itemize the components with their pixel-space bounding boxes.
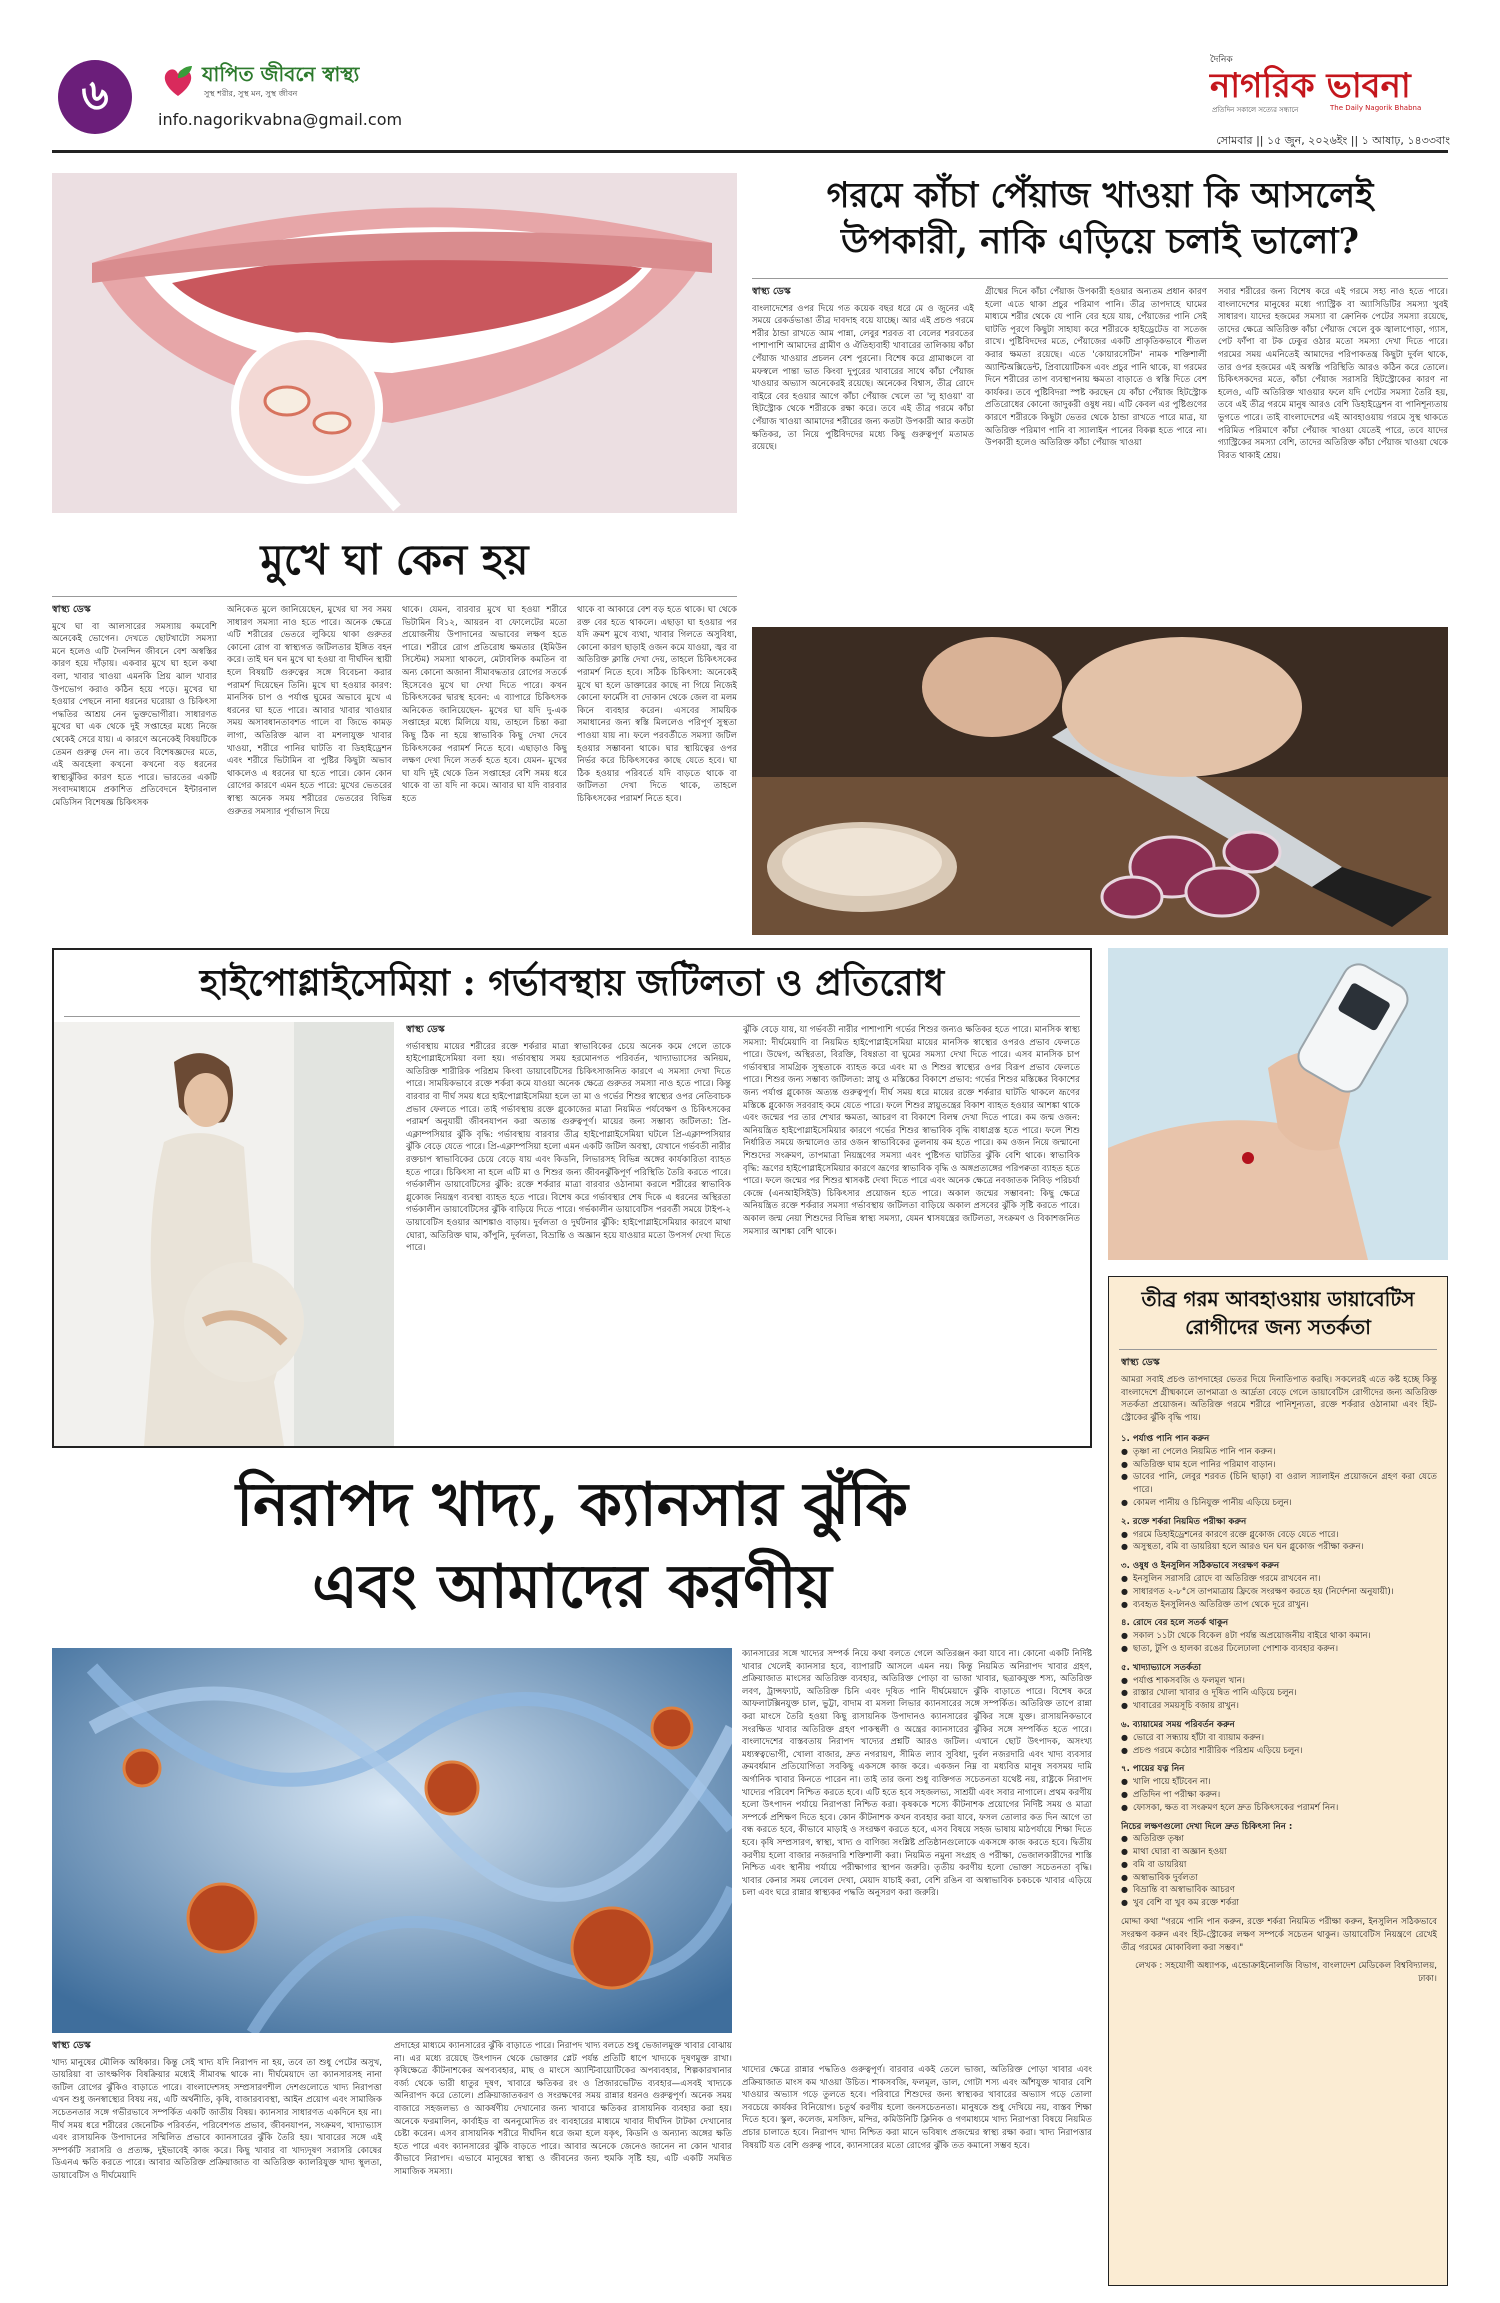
diabetes-list-item-text: অসুস্থতা, বমি বা ডায়রিয়া হলে আরও ঘন ঘন গ্লুকোজ পরীক্ষা করুন। <box>1133 1542 1364 1553</box>
hypo-desk: স্বাস্থ্য ডেস্ক <box>406 1024 445 1035</box>
cancer-right-column-1 <box>742 1648 1092 2058</box>
diabetes-list-item <box>1121 1802 1437 1815</box>
diabetes-list-item <box>1121 1732 1437 1745</box>
diabetes-section-heading: ১. পর্যাপ্ত পানি পান করুন <box>1121 1433 1210 1444</box>
brand-block <box>1180 52 1440 142</box>
diabetes-list-item-text: ছাতা, টুপি ও হালকা রঙের ঢিলেঢালা পোশাক ব্যবহার করুন। <box>1133 1643 1339 1654</box>
diabetes-list-item-text: খাবারের সময়সূচি বজায় রাখুন। <box>1133 1701 1239 1712</box>
onion-cutting-photo <box>752 627 1448 935</box>
diabetes-section-heading: ৩. ওষুধ ও ইনসুলিন সঠিকভাবে সংরক্ষণ করুন <box>1121 1561 1280 1572</box>
diabetes-section-heading: নিচের লক্ষণগুলো দেখা দিলে দ্রুত চিকিৎসা নিন : <box>1121 1821 1293 1832</box>
bullet-icon: ● <box>1121 1573 1128 1583</box>
diabetes-list-item-text: ভোরে বা সন্ধ্যায় হাঁটা বা ব্যায়াম করুন। <box>1133 1732 1265 1743</box>
bullet-icon: ● <box>1121 1872 1128 1882</box>
hypo-headline-rule <box>64 1016 1080 1017</box>
hypo-column-2 <box>743 1024 1080 1442</box>
cancer-right-column-2 <box>742 2064 1092 2288</box>
diabetes-list-item-text: তৃষ্ণা না পেলেও নিয়মিত পানি পান করুন। <box>1133 1446 1276 1457</box>
diabetes-list-item-text: প্রচণ্ড গরমে কঠোর শারীরিক পরিশ্রম এড়িয়ে চলুন। <box>1133 1745 1303 1756</box>
diabetes-list-item-text: মাথা ঘোরা বা অজ্ঞান হওয়া <box>1133 1847 1227 1858</box>
mouth-headline: মুখে ঘা কেন হয় <box>260 535 529 584</box>
bullet-icon: ● <box>1121 1529 1128 1539</box>
bullet-icon: ● <box>1121 1643 1128 1653</box>
diabetes-list-item <box>1121 1700 1437 1713</box>
onion-col2-text: গ্রীষ্মের দিনে কাঁচা পেঁয়াজ উপকারী হওয়ার অন্যতম প্রধান কারণ হলো এতে থাকা প্রচুর পরিমাণ পানি। তীব্র তাপদাহে ঘামের মাধ্যমে শরীর থেকে যে পানি বের হয়ে যায়, পেঁয়াজের পানি সেই ঘাটতি পূরণে কিছুটা সাহায্য করে শরীরকে হাইড্রেটেড বা সতেজ রাখে। পুষ্টিবিদদের মতে, পেঁয়াজের একটি প্রাকৃতিকভাবে শীতল করার ক্ষমতা রয়েছে। এতে 'কোয়ারসেটিন' নামক শক্তিশালী অ্যান্টিঅক্সিডেন্ট, প্রিবায়োটিকস এবং প্রচুর পানি থাকে, যা গরমের দিনে শরীরের তাপ ব্যবস্থাপনায় ক্ষমতা বাড়াতে ও স্বস্তি দিতে বেশ কার্যকর। তবে পুষ্টিবিদরা স্পষ্ট করছেন যে কাঁচা পেঁয়াজ হিটস্ট্রোক প্রতিরোধের কোনো জাদুকরী ওষুধ নয়। এটি কেবল এর পুষ্টিগুণের কারণে শরীরকে কিছুটা ভেতর থেকে ঠান্ডা রাখতে পারে মাত্র, যা অতিরিক্ত পরিমাণ পানি বা স্যালাইন পানের বিকল্প হতে পারে না। উপকারী হলেও অতিরিক্ত কাঁচা পেঁয়াজ খাওয়া <box>985 287 1207 449</box>
diabetes-list-item <box>1121 1471 1437 1497</box>
diabetes-list-item <box>1121 1541 1437 1554</box>
onion-desk: স্বাস্থ্য ডেস্ক <box>752 286 791 297</box>
brand-name: নাগরিক ভাবনা <box>1210 66 1411 106</box>
diabetes-headline-line2: রোগীদের জন্য সতর্কতা <box>1185 1315 1371 1339</box>
diabetes-list-item <box>1121 1745 1437 1758</box>
diabetes-list-item <box>1121 1675 1437 1688</box>
diabetes-list-item-text: খালি পায়ে হাঁটবেন না। <box>1133 1777 1211 1788</box>
mouth-col2-text: অনিকেত মুলে জানিয়েছেন, মুখের ঘা সব সময় সাধারণ সমস্যা নাও হতে পারে। অনেক ক্ষেত্রে এটি শরীরের ভেতরে লুকিয়ে থাকা গুরুতর কোনো রোগ বা স্বাস্থ্যগত জটিলতার ইঙ্গিত বহন করে। তাই ঘন ঘন মুখে ঘা হওয়া বা দীর্ঘদিন স্থায়ী হলে বিষয়টি গুরুত্বের সঙ্গে বিবেচনা করার পরামর্শ দিয়েছেন তিনি। মুখে ঘা হওয়ার কারণ: মানসিক চাপ ও পর্যাপ্ত ঘুমের অভাবে মুখে এ ধরনের ঘা হতে পারে। আবার খাবার খাওয়ার সময় অসাবধানতাবশত গালে বা জিভে কামড় লাগা, অতিরিক্ত ঝাল বা মশলাযুক্ত খাবার খাওয়া, শরীরে পানির ঘাটতি বা ডিহাইড্রেশন এবং শরীরে ভিটামিন বা পুষ্টির কিছুটা অভাব থাকলেও এ ধরনের ঘা হতে পারে। কোন কোন রোগের কারণে এমন হতে পারে: মুখের ভেতরের স্বাস্থ্য অনেক সময় শরীরের ভেতরের বিভিন্ন গুরুতর সমস্যার পূর্বাভাস দিয়ে <box>227 605 392 817</box>
diabetes-list-item <box>1121 1529 1437 1542</box>
diabetes-section <box>1121 1516 1437 1554</box>
bullet-icon: ● <box>1121 1898 1128 1908</box>
diabetes-list-item <box>1121 1643 1437 1656</box>
diabetes-list-item <box>1121 1897 1437 1910</box>
pregnant-woman-photo <box>54 1022 394 1446</box>
diabetes-list-item-text: অস্বাভাবিক দুর্বলতা <box>1133 1872 1198 1883</box>
mouth-headline-rule <box>52 596 737 597</box>
diabetes-list-item-text: খুব বেশি বা খুব কম রক্তে শর্করা <box>1133 1898 1239 1909</box>
bullet-icon: ● <box>1121 1745 1128 1755</box>
diabetes-list-item <box>1121 1789 1437 1802</box>
onion-column-2 <box>985 286 1207 616</box>
bullet-icon: ● <box>1121 1885 1128 1895</box>
contact-email[interactable]: info.nagorikvabna@gmail.com <box>158 110 403 129</box>
diabetes-section <box>1121 1662 1437 1713</box>
diabetes-headline-rule <box>1119 1349 1437 1350</box>
onion-headline-line1: গরমে কাঁচা পেঁয়াজ খাওয়া কি আসলেই <box>826 175 1374 216</box>
date-line: সোমবার || ১৫ জুন, ২০২৬ইং || ১ আষাঢ়, ১৪৩৩বাং <box>1216 134 1450 147</box>
diabetes-list-item <box>1121 1446 1437 1459</box>
cancer-lower1-text: খাদ্য মানুষের মৌলিক অধিকার। কিন্তু সেই খাদ্য যদি নিরাপদ না হয়, তবে তা শুধু পেটের অসুখ, ডায়রিয়া বা তাৎক্ষণিক বিষক্রিয়ার মধ্যেই সীমাবদ্ধ থাকে না। দীর্ঘমেয়াদে তা ক্যানসারসহ নানা জটিল রোগের ঝুঁকিও বাড়াতে পারে। বাংলাদেশসহ সম্প্রসারণশীল দেশগুলোতে খাদ্য নিরাপত্তা এখন শুধু জনস্বাস্থ্যের বিষয় নয়, এটি অর্থনীতি, কৃষি, বাজারব্যবস্থা, আইন প্রয়োগ এবং সামাজিক সচেতনতার সঙ্গে গভীরভাবে সম্পর্কিত একটি জাতীয় বিষয়। ক্যানসার সাধারণত একদিনে হয় না। দীর্ঘ সময় ধরে শরীরের জেনেটিক পরিবর্তন, পরিবেশগত প্রভাব, জীবনযাপন, সংক্রমণ, খাদ্যাভ্যাস এবং রাসায়নিক উপাদানের সম্মিলিত প্রভাবে ক্যানসারের ঝুঁকি তৈরি হয়। খাবারের সঙ্গে এই সম্পর্কটি সরাসরি ও প্রত্যক্ষ, দুইভাবেই কাজ করে। কিছু খাবার বা খাদ্যদূষণ সরাসরি কোষের ডিএনএ ক্ষতি করতে পারে। আবার অতিরিক্ত প্রক্রিয়াজাত বা অতিরিক্ত ক্যালরিযুক্ত খাদ্য স্থূলতা, ডায়াবেটিস ও দীর্ঘমেয়াদি <box>52 2057 382 2181</box>
diabetes-intro: আমরা সবাই প্রচণ্ড তাপদাহের ভেতর দিয়ে দিনাতিপাত করছি। সকলেরই এতে কষ্ট হচ্ছে কিন্তু বাংলাদেশে গ্রীষ্মকালে তাপমাত্রা ও আর্দ্রতা বেড়ে গেলে ডায়াবেটিস রোগীদের জন্য অতিরিক্ত সতর্কতা প্রয়োজন। অতিরিক্ত গরমে শরীরে পানিশূন্যতা, রক্তে শর্করার ওঠানামা এবং হিট-স্ট্রোকের ঝুঁকি বৃদ্ধি পায়। <box>1121 1374 1437 1424</box>
page-number: ৬ <box>81 69 109 119</box>
diabetes-list-item-text: ফোসকা, ক্ষত বা সংক্রমণ হলে দ্রুত চিকিৎসকের পরামর্শ নিন। <box>1133 1802 1339 1813</box>
mouth-column-4 <box>577 604 737 934</box>
masthead <box>0 0 1500 150</box>
diabetes-list-item-text: কোমল পানীয় ও চিনিযুক্ত পানীয় এড়িয়ে চলুন। <box>1133 1497 1292 1508</box>
onion-column-1 <box>752 286 974 616</box>
diabetes-section <box>1121 1719 1437 1757</box>
diabetes-section-heading: ৭. পায়ের যত্ন নিন <box>1121 1764 1185 1775</box>
bullet-icon: ● <box>1121 1675 1128 1685</box>
section-title: যাপিত জীবনে স্বাস্থ্য <box>202 62 360 86</box>
heart-leaf-icon <box>158 62 198 102</box>
cancer-right1-text: ক্যানসারের সঙ্গে খাদ্যের সম্পর্ক নিয়ে কথা বলতে গেলে অতিরঞ্জন করা যাবে না। কোনো একটি নির্দিষ্ট খাবার খেলেই ক্যানসার হবে, ব্যাপারটি আসলে এমন নয়। কিন্তু নিয়মিত অনিরাপদ খাবার গ্রহণ, প্রক্রিয়াজাত মাংসের অতিরিক্ত ব্যবহার, অতিরিক্ত পোড়া বা ভাজা খাবার, ছত্রাকযুক্ত শস্য, অতিরিক্ত লবণ, ট্রান্সফ্যাট, অতিরিক্ত চিনি এবং দূষিত পানি দীর্ঘমেয়াদে ঝুঁকি বাড়াতে পারে। বিশেষ করে আফলাটক্সিনযুক্ত চাল, ভুট্টা, বাদাম বা মসলা লিভার ক্যানসারের সঙ্গে সম্পর্কিত। অতিরিক্ত তাপে রান্না করা মাংসে তৈরি হওয়া কিছু রাসায়নিক উপাদানও ক্যানসারের ঝুঁকির সঙ্গে যুক্ত। রাসায়নিকভাবে সংরক্ষিত খাবার অতিরিক্ত গ্রহণ পাকস্থলী ও অন্ত্রের ক্যানসারের ঝুঁকির সঙ্গে সম্পর্কিত হতে পারে। বাংলাদেশের বাস্তবতায় নিরাপদ খাদ্যের প্রশ্নটি আরও জটিল। এখানে ছোট উৎপাদক, অসংখ্য মধ্যস্বত্বভোগী, খোলা বাজার, দ্রুত নগরায়ণ, সীমিত ল্যাব সুবিধা, দুর্বল নজরদারি এবং খাদ্য ব্যবসার ক্রমবর্ধমান প্রতিযোগিতা সবকিছু একসঙ্গে কাজ করে। একজন নিম্ন বা মধ্যবিত্ত মানুষ সবসময় দামি অর্গানিক খাবার কিনতে পারেন না। তাই তার জন্য শুধু ব্যক্তিগত সচেতনতা যথেষ্ট নয়, রাষ্ট্রকে নিরাপদ খাদ্যের পরিবেশ নিশ্চিত করতে হবে। এটি হতে হবে সহজলভ্য, সাশ্রয়ী এবং সবার নাগালে। প্রথম করণীয় হলো উৎপাদন পর্যায়ে নিরাপত্তা নিশ্চিত করা। কৃষককে শস্যে কীটনাশক প্রয়োগের নির্দিষ্ট সময় ও মাত্রা সম্পর্কে প্রশিক্ষণ দিতে হবে। কোন কীটনাশক কখন ব্যবহার করা যাবে, ফসল তোলার কত দিন আগে তা বন্ধ করতে হবে, কীভাবে মাড়াই ও সংরক্ষণ করতে হবে, এসব বিষয়ে সহজ ভাষায় মাঠপর্যায়ে শিক্ষা দিতে হবে। কৃষি সম্প্রসারণ, স্বাস্থ্য, খাদ্য ও বাণিজ্য সংশ্লিষ্ট প্রতিষ্ঠানগুলোকে একসঙ্গে কাজ করতে হবে। দ্বিতীয় করণীয় হলো বাজার নজরদারি শক্তিশালী করা। নিয়মিত নমুনা সংগ্রহ ও পরীক্ষা, ভেজালকারীদের শাস্তি নিশ্চিত এবং স্থানীয় পর্যায়ে পরীক্ষাগার স্থাপন জরুরি। তৃতীয় করণীয় হলো ভোক্তা সচেতনতা বৃদ্ধি। খাবার কেনার সময় লেবেল দেখা, মেয়াদ যাচাই করা, বেশি রঙিন বা অস্বাভাবিক চকচকে খাবার এড়িয়ে চলা এবং ঘরে রান্নার স্বাস্থ্যকর পদ্ধতি অনুসরণ করা জরুরি। <box>742 1649 1092 1899</box>
diabetes-list-item <box>1121 1872 1437 1885</box>
diabetes-list-item <box>1121 1846 1437 1859</box>
diabetes-list-item <box>1121 1459 1437 1472</box>
hypo-col1-text: গর্ভাবস্থায় মায়ের শরীরের রক্তে শর্করার মাত্রা স্বাভাবিকের চেয়ে অনেক কমে গেলে তাকে হাইপোগ্লাইসেমিয়া বলা হয়। গর্ভাবস্থায় সময় হরমোনগত পরিবর্তন, খাদ্যাভ্যাসের অনিয়ম, অতিরিক্ত শারীরিক পরিশ্রম কিংবা ডায়াবেটিসের চিকিৎসাজনিত কারণে এ সমস্যা দেখা দিতে পারে। সাময়িকভাবে রক্তে শর্করা কমে যাওয়া অনেক ক্ষেত্রে গুরুতর সমস্যা নাও হতে পারে। কিন্তু বারবার বা দীর্ঘ সময় ধরে হাইপোগ্লাইসেমিয়া হলে তা মা ও গর্ভের শিশুর স্বাস্থ্যের ওপর নেতিবাচক প্রভাব ফেলতে পারে। তাই গর্ভাবস্থায় রক্তে গ্লুকোজের মাত্রা নিয়মিত পর্যবেক্ষণ ও চিকিৎসকের পরামর্শ অনুযায়ী জীবনযাপন করা অত্যন্ত গুরুত্বপূর্ণ। মায়ের জন্য সম্ভাব্য জটিলতা: প্রি-এক্লাম্পসিয়ার ঝুঁকি বৃদ্ধি: গর্ভাবস্থায় বারবার তীব্র হাইপোগ্লাইসেমিয়া ঘটলে প্রি-এক্লাম্পসিয়ার ঝুঁকি বেড়ে যেতে পারে। প্রি-এক্লাম্পসিয়া হলো এমন একটি জটিল অবস্থা, যেখানে গর্ভবতী নারীর রক্তচাপ স্বাভাবিকের চেয়ে বেড়ে যায় এবং কিডনি, লিভারসহ বিভিন্ন অঙ্গের কার্যকারিতা ব্যাহত হতে পারে। চিকিৎসা না হলে এটি মা ও শিশুর জন্য জীবনঝুঁকিপূর্ণ পরিস্থিতি তৈরি করতে পারে। গর্ভকালীন ডায়াবেটিসের ঝুঁকি: রক্তে শর্করার মাত্রা বারবার ওঠানামা করলে শরীরের স্বাভাবিক গ্লুকোজ নিয়ন্ত্রণ ব্যবস্থা ব্যাহত হতে পারে। বিশেষ করে গর্ভাবস্থার শেষ দিকে এ ধরনের অস্থিরতা গর্ভকালীন ডায়াবেটিসের ঝুঁকি বাড়িয়ে দিতে পারে। গর্ভকালীন ডায়াবেটিস পরবর্তী সময়ে টাইপ-২ ডায়াবেটিস হওয়ার আশঙ্কাও বাড়ায়। দুর্বলতা ও দুর্ঘটনার ঝুঁকি: হাইপোগ্লাইসেমিয়ার কারণে মাথা ঘোরা, অতিরিক্ত ঘাম, কাঁপুনি, দুর্বলতা, বিভ্রান্তি ও অজ্ঞান হয়ে যাওয়ার মতো উপসর্গ দেখা দিতে পারে। <box>406 1041 731 1254</box>
diabetes-list-item <box>1121 1859 1437 1872</box>
diabetes-section-heading: ৫. খাদ্যাভ্যাসে সতর্কতা <box>1121 1662 1202 1673</box>
diabetes-list-item <box>1121 1687 1437 1700</box>
diabetes-list-item <box>1121 1586 1437 1599</box>
mouth-column-2 <box>227 604 392 934</box>
bullet-icon: ● <box>1121 1631 1128 1641</box>
mouth-column-1 <box>52 604 217 934</box>
mouth-col3-text: থাকে। যেমন, বারবার মুখে ঘা হওয়া শরীরে ভিটামিন বি১২, আয়রন বা ফোলেটের মতো প্রয়োজনীয় উপাদানের অভাবের লক্ষণ হতে পারে। শরীরে রোগ প্রতিরোধ ক্ষমতার (ইমিউন সিস্টেম) সমস্যা থাকলে, মেটাবলিক কমতিন বা অন্য কোনো অজানা সীমাবদ্ধতার রোগের সতর্কে হিসেবেও মুখে ঘা দেখা দিতে পারে। কখন চিকিৎসকের দ্বারস্থ হবেন: এ ব্যাপারে চিকিৎসক অনিকেত জানিয়েছেন- মুখের ঘা যদি দু-এক সপ্তাহের মধ্যে মিলিয়ে যায়, তাহলে চিন্তা করা কিছু ঠিক না হয়ে স্বাভাবিক কিছু দেখা দেবে চিকিৎসকের পরামর্শ নিতে হবে। এছাড়াও কিছু লক্ষণ দেখা দিলে সতর্ক হতে হবে। যেমন- মুখের ঘা যদি দুই থেকে তিন সপ্তাহের বেশি সময় ধরে থাকে বা তা যদি না কমে। আবার ঘা যদি বারবার হতে <box>402 605 567 804</box>
hypoglycemia-box <box>52 948 1092 1448</box>
diabetes-author: লেখক : সহযোগী অধ্যাপক, এন্ডোক্রাইনোলজি বিভাগ, বাংলাদেশ মেডিকেল বিশ্ববিদ্যালয়, ঢাকা। <box>1135 1961 1437 1985</box>
bullet-icon: ● <box>1121 1688 1128 1698</box>
cancer-lower-column-2 <box>394 2040 732 2288</box>
diabetes-list-item-text: ডাবের পানি, লেবুর শরবত (চিনি ছাড়া) বা ওরাল স্যালাইন প্রয়োজনে গ্রহণ করা যেতে পারে। <box>1133 1472 1437 1496</box>
masthead-rule <box>52 150 1448 153</box>
bullet-icon: ● <box>1121 1446 1128 1456</box>
diabetes-list-item-text: সকাল ১১টা থেকে বিকেল ৪টা পর্যন্ত অপ্রয়োজনীয় বাইরে থাকা কমান। <box>1133 1631 1371 1642</box>
mouth-col4-text: থাকে বা আকারে বেশ বড় হতে থাকে। ঘা থেকে রক্ত বের হতে থাকলে। এছাড়া ঘা হওয়ার পর যদি ক্রমশ মুখে ব্যথা, খাবার গিলতে অসুবিধা, কোনো কারণ ছাড়াই ওজন কমে যাওয়া, জ্বর বা অতিরিক্ত ক্লান্তি দেখা দেয়, তাহলে চিকিৎসকের পরামর্শ নিতে হবে। সঠিক চিকিৎসা: অনেকেই মুখে ঘা হলে ডাক্তারের কাছে না গিয়ে নিজেই কোনো ফার্মেসি বা দোকান থেকে জেল বা মলম কিনে ব্যবহার করেন। এসবের সাময়িক সমাধানের জন্য স্বস্তি মিললেও পরিপূর্ণ সুস্থতা পাওয়া যায় না। ফলে পরবর্তীতে সমস্যা জটিল হওয়ার সম্ভাবনা থাকে। ঘার স্থায়িত্বের ওপর নির্ভর করে চিকিৎসকের কাছে যেতে হবে। ঘা ঠিক হওয়ার পরিবর্তে যদি বাড়তে থাকে বা জটিলতা দেখা দিতে থাকে, তাহলে চিকিৎসকের পরামর্শ নিতে হবে। <box>577 605 737 804</box>
onion-headline-line2: উপকারী, নাকি এড়িয়ে চলাই ভালো? <box>840 221 1360 262</box>
diabetes-body <box>1121 1357 1437 2277</box>
brand-english: The Daily Nagorik Bhabna <box>1330 104 1422 112</box>
onion-headline-rule <box>752 278 1448 279</box>
diabetes-list-item <box>1121 1599 1437 1612</box>
diabetes-list-item-text: বমি বা ডায়রিয়া <box>1133 1859 1187 1870</box>
mouth-desk: স্বাস্থ্য ডেস্ক <box>52 604 91 615</box>
bullet-icon: ● <box>1121 1789 1128 1799</box>
cancer-headline-line2: এবং আমাদের করণীয় <box>312 1552 832 1622</box>
diabetes-list-item-text: রাস্তার খোলা খাবার ও দূষিত পানি এড়িয়ে চলুন। <box>1133 1688 1297 1699</box>
onion-col1-text: বাংলাদেশের ওপর দিয়ে গত কয়েক বছর ধরে মে ও জুনের এই সময়ে রেকর্ডভাঙা তীব্র দাবদাহ বয়ে যাচ্ছে। আর এই প্রচণ্ড গরমে শরীর ঠান্ডা রাখতে আম পান্না, লেবুর শরবত বা বেলের শরবতের পাশাপাশি আমাদের গ্রামীণ ও ঐতিহ্যবাহী খাবারের তালিকায় কাঁচা পেঁয়াজ খাওয়ার প্রচলন বেশ পুরনো। বিশেষ করে গ্রামাঞ্চলে বা মফস্বলে পান্তা ভাত কিংবা দুপুরের খাবারের সাথে কাঁচা পেঁয়াজ খাওয়ার অভ্যাস অনেকেরই রয়েছে। অনেকের বিশ্বাস, তীব্র রোদে বাইরে বের হওয়ার আগে কাঁচা পেঁয়াজ খেলে তা 'লু হাওয়া' বা হিটস্ট্রোক থেকে শরীরকে রক্ষা করে। তবে এই তীব্র গরমে কাঁচা পেঁয়াজ খাওয়া আমাদের শরীরের জন্য কতটা উপকারী আর কতটা ক্ষতিকর, তা নিয়ে পুষ্টিবিদদের মধ্যে কিছু গুরুত্বপূর্ণ মতামত রয়েছে। <box>752 303 974 453</box>
mouth-col1-text: মুখে ঘা বা আলসারের সমস্যায় কমবেশি অনেকেই ভোগেন। দেখতে ছোটখাটো সমস্যা মনে হলেও এটি দৈনন্দিন জীবনে বেশ অস্বস্তির কারণ হয়ে দাঁড়ায়। একবার মুখে ঘা হলে কথা বলা, খাবার খাওয়া এমনকি প্রিয় ঝাল খাবার উপভোগ করাও কঠিন হয়ে পড়ে। মুখের ঘা হওয়ার পেছনে নানা ধরনের ঘরোয়া ও চিকিৎসা পদ্ধতির আশ্রয় নেন ভুক্তভোগীরা। সাধারণত মুখের ঘা এক থেকে দুই সপ্তাহের মধ্যে নিজে থেকেই সেরে যায়। এ কারণে অনেকেই বিষয়টিকে তেমন গুরুত্ব দেন না। তবে বিশেষজ্ঞদের মতে, এই অবহেলা কখনো কখনো বড় ধরনের স্বাস্থ্যঝুঁকির কারণ হতে পারে। ভারতের একটি সংবাদমাধ্যমে প্রকাশিত প্রতিবেদনে ইন্টারনাল মেডিসিন বিশেষজ্ঞ চিকিৎসক <box>52 621 217 808</box>
page-number-badge <box>58 60 132 134</box>
bullet-icon: ● <box>1121 1599 1128 1609</box>
diabetes-section <box>1121 1763 1437 1814</box>
section-tagline: সুস্থ শরীর, সুস্থ মন, সুস্থ জীবন <box>204 89 298 98</box>
bullet-icon: ● <box>1121 1542 1128 1552</box>
diabetes-section <box>1121 1617 1437 1655</box>
hypo-col2-text: ঝুঁকি বেড়ে যায়, যা গর্ভবতী নারীর পাশাপাশি গর্ভের শিশুর জন্যও ক্ষতিকর হতে পারে। মানসিক স্বাস্থ্য সমস্যা: দীর্ঘমেয়াদি বা নিয়মিত হাইপোগ্লাইসেমিয়া মায়ের মানসিক স্বাস্থ্যের ওপরও প্রভাব ফেলতে পারে। উদ্বেগ, অস্থিরতা, বিরক্তি, বিষণ্ণতা বা ঘুমের সমস্যা দেখা দিতে পারে। এসব মানসিক চাপ গর্ভাবস্থার সামগ্রিক সুস্থতাকে ব্যাহত করে এবং মা ও শিশুর স্বাস্থ্যের ওপর বিরূপ প্রভাব ফেলতে পারে। শিশুর জন্য সম্ভাব্য জটিলতা: স্নায়ু ও মস্তিষ্কের বিকাশে প্রভাব: গর্ভের শিশুর মস্তিষ্কের বিকাশের জন্য পর্যাপ্ত গ্লুকোজ অত্যন্ত গুরুত্বপূর্ণ। দীর্ঘ সময় ধরে মায়ের রক্তে শর্করার ঘাটতি থাকলে ভ্রূণের মস্তিষ্কে গ্লুকোজ সরবরাহ কমে যেতে পারে। ফলে শিশুর স্নায়ুতন্ত্রের বিকাশ ব্যাহত হওয়ার আশঙ্কা থাকে এবং জন্মের পর তার শেখার ক্ষমতা, আচরণ বা বিকাশে বিলম্ব দেখা দিতে পারে। কম জন্ম ওজন: অনিয়ন্ত্রিত হাইপোগ্লাইসেমিয়ার কারণে গর্ভের শিশুর স্বাভাবিক বৃদ্ধি বাধাগ্রস্ত হতে পারে। ফলে শিশু নির্ধারিত সময়ে জন্মালেও তার ওজন স্বাভাবিকের তুলনায় কম হতে পারে। কম ওজন নিয়ে জন্মানো শিশুদের সংক্রমণ, তাপমাত্রা নিয়ন্ত্রণের সমস্যা এবং পুষ্টিগত ঘাটতির ঝুঁকি বেশি থাকে। স্বাভাবিক বৃদ্ধি: ভ্রূণের হাইপোগ্লাইসেমিয়ার কারণে ভ্রূণের স্বাভাবিক বৃদ্ধি ও অঙ্গপ্রত্যঙ্গের পরিপক্বতা ব্যাহত হতে পারে। ফলে জন্মের পর শিশুর শ্বাসকষ্ট দেখা দিতে পারে এবং অনেক ক্ষেত্রে নবজাতক নিবিড় পরিচর্যা কেন্দ্রে (এনআইসিইউ) চিকিৎসার প্রয়োজন হতে পারে। অকাল জন্মের সম্ভাবনা: কিছু ক্ষেত্রে অনিয়ন্ত্রিত রক্তে শর্করার সমস্যা গর্ভাবস্থায় জটিলতা বাড়িয়ে অকাল প্রসবের ঝুঁকি সৃষ্টি করতে পারে। অকাল জন্ম নেয়া শিশুদের বিভিন্ন স্বাস্থ্য সমস্যা, যেমন শ্বাসযন্ত্রের জটিলতা, সংক্রমণ ও বিকাশজনিত সমস্যার আশঙ্কা বেশি থাকে। <box>743 1025 1080 1237</box>
onion-col3-text: সবার শরীরের জন্য বিশেষ করে এই গরমে সহ্য নাও হতে পারে। বাংলাদেশের মানুষের মধ্যে গ্যাস্ট্রিক বা অ্যাসিডিটির সমস্যা খুবই সাধারণ। যাদের হজমের সমস্যা বা ক্রোনিক পেটের সমস্যা রয়েছে, তাদের ক্ষেত্রে অতিরিক্ত কাঁচা পেঁয়াজ খেলে বুক জ্বালাপোড়া, গ্যাস, পেট ফাঁপা বা টক ঢেকুর ওঠার মতো সমস্যা দেখা দিতে পারে। গরমের সময় এমনিতেই আমাদের পরিপাকতন্ত্র কিছুটা দুর্বল থাকে, তার ওপর হজমের এই অস্বস্তি পরিস্থিতি আরও কঠিন করে তোলে। চিকিৎসকদের মতে, কাঁচা পেঁয়াজ সরাসরি হিটস্ট্রোকের কারণ না হলেও, এটি অতিরিক্ত খাওয়ার ফলে যদি পেটের সমস্যা তৈরি হয়, তবে এই তীব্র গরমে মানুষ আরও বেশি ডিহাইড্রেশন বা পানিশূন্যতায় ভুগতে পারে। তাই বাংলাদেশের এই আবহাওয়ায় গরমে সুস্থ থাকতে পরিমিত পরিমাণে কাঁচা পেঁয়াজ খাওয়া যেতেই পারে, তবে যাদের গ্যাস্ট্রিকের সমস্যা বেশি, তাদের অতিরিক্ত কাঁচা পেঁয়াজ খাওয়া থেকে বিরত থাকাই শ্রেয়। <box>1218 287 1448 461</box>
bullet-icon: ● <box>1121 1586 1128 1596</box>
bullet-icon: ● <box>1121 1847 1128 1857</box>
diabetes-list-item <box>1121 1776 1437 1789</box>
bullet-icon: ● <box>1121 1802 1128 1812</box>
bullet-icon: ● <box>1121 1777 1128 1787</box>
bullet-icon: ● <box>1121 1472 1128 1482</box>
cancer-lower-column-1 <box>52 2040 382 2288</box>
diabetes-list-item-text: অতিরিক্ত ঘাম হলে পানির পরিমাণ বাড়ান। <box>1133 1459 1276 1470</box>
diabetes-section <box>1121 1821 1437 1911</box>
diabetes-box <box>1108 1276 1448 2286</box>
diabetes-section-heading: ৪. রোদে বের হলে সতর্ক থাকুন <box>1121 1618 1229 1629</box>
diabetes-section <box>1121 1433 1437 1510</box>
bullet-icon: ● <box>1121 1459 1128 1469</box>
diabetes-list-item-text: সাধারণত ২-৮°সে তাপমাত্রায় ফ্রিজে সংরক্ষণ করতে হয় (নির্দেশনা অনুযায়ী)। <box>1133 1586 1394 1597</box>
bullet-icon: ● <box>1121 1701 1128 1711</box>
diabetes-list-item <box>1121 1573 1437 1586</box>
cancer-headline <box>52 1464 1092 1628</box>
diabetes-list-item <box>1121 1833 1437 1846</box>
diabetes-section-heading: ২. রক্তে শর্করা নিয়মিত পরীক্ষা করুন <box>1121 1516 1247 1527</box>
bullet-icon: ● <box>1121 1732 1128 1742</box>
bullet-icon: ● <box>1121 1859 1128 1869</box>
hypo-column-1 <box>406 1024 731 1442</box>
bullet-icon: ● <box>1121 1834 1128 1844</box>
mouth-ulcer-illustration <box>52 173 737 513</box>
diabetes-list-item-text: পর্যাপ্ত শাকসবজি ও ফলমূল খান। <box>1133 1675 1245 1686</box>
hypo-headline: হাইপোগ্লাইসেমিয়া : গর্ভাবস্থায় জটিলতা ও প্রতিরোধ <box>199 962 945 1004</box>
dna-virus-illustration <box>52 1648 732 2033</box>
diabetes-list-item-text: গরমে ডিহাইড্রেশনের কারণে রক্তে গ্লুকোজ বেড়ে যেতে পারে। <box>1133 1529 1339 1540</box>
cancer-lower2-text: প্রদাহের মাধ্যমে ক্যানসারের ঝুঁকি বাড়াতে পারে। নিরাপদ খাদ্য বলতে শুধু ভেজালমুক্ত খাবার বোঝায় না। এর মধ্যে রয়েছে উৎপাদন থেকে ভোক্তার প্লেট পর্যন্ত প্রতিটি ধাপে খাদ্যকে দূষণমুক্ত রাখা। কৃষিক্ষেত্রে কীটনাশকের অপব্যবহার, মাছ ও মাংসে অ্যান্টিবায়োটিকের অপব্যবহার, শিল্পকারখানার বর্জ্য থেকে ভারী ধাতুর দূষণ, খাবারে ক্ষতিকর রং ও প্রিজারভেটিভ ব্যবহার—এসবই খাদ্যকে অনিরাপদ করে তোলে। প্রক্রিয়াজাতকরণ ও সংরক্ষণের সময় রান্নার ধরনও গুরুত্বপূর্ণ। অনেক সময় বাজারে সহজলভ্য ও আকর্ষণীয় দেখানোর জন্য খাবারে ক্ষতিকর রাসায়নিক ব্যবহার করা হয়। অনেকে ফরমালিন, কার্বাইড বা অননুমোদিত রং ব্যবহারের মাধ্যমে খাবার দীর্ঘদিন টাটকা দেখানোর চেষ্টা করেন। এসব রাসায়নিক শরীরে দীর্ঘদিন ধরে জমা হলে যকৃৎ, কিডনি ও অন্যান্য অঙ্গের ক্ষতি হতে পারে এবং ক্যানসারের ঝুঁকি বাড়তে পারে। আবার অনেকে জেনেও জানেন না কোন খাবার কীভাবে নিরাপদ। এভাবে মানুষের স্বাস্থ্য ও জীবনের জন্য হুমকি সৃষ্টি হয়, এটি একটি সমন্বিত সামাজিক সমস্যা। <box>394 2041 732 2177</box>
diabetes-list-item-text: প্রতিদিন পা পরীক্ষা করুন। <box>1133 1789 1221 1800</box>
brand-prefix: দৈনিক <box>1210 55 1233 65</box>
diabetes-list-item <box>1121 1884 1437 1897</box>
brand-tagline: প্রতিদিন সকালে সত্যের সন্ধানে <box>1212 106 1299 114</box>
cancer-desk: স্বাস্থ্য ডেস্ক <box>52 2040 91 2051</box>
onion-headline <box>752 173 1448 265</box>
diabetes-section <box>1121 1560 1437 1611</box>
diabetes-desk: স্বাস্থ্য ডেস্ক <box>1121 1357 1160 1368</box>
onion-column-3 <box>1218 286 1448 616</box>
cancer-headline-line1: নিরাপদ খাদ্য, ক্যানসার ঝুঁকি <box>235 1470 909 1540</box>
section-logo <box>158 60 418 104</box>
diabetes-list-item <box>1121 1497 1437 1510</box>
diabetes-list-item <box>1121 1630 1437 1643</box>
cancer-right2-text: খাদ্যের ক্ষেত্রে রান্নার পদ্ধতিও গুরুত্বপূর্ণ। বারবার একই তেলে ভাজা, অতিরিক্ত পোড়া খাবার এবং প্রক্রিয়াজাত মাংস কম খাওয়া উচিত। শাকসবজি, ফলমূল, ডাল, গোটা শস্য এবং আঁশযুক্ত খাবার বেশি খাওয়ার অভ্যাস গড়ে তুলতে হবে। পরিবারে শিশুদের জন্য স্বাস্থ্যকর খাবারের অভ্যাস গড়ে তোলা সবচেয়ে কার্যকর বিনিয়োগ। চতুর্থ করণীয় হলো জনসচেতনতা। মানুষকে শুধু দেখিয়ে নয়, বাস্তব শিক্ষা দিতে হবে। স্কুল, কলেজ, মসজিদ, মন্দির, কমিউনিটি ক্লিনিক ও গণমাধ্যমে খাদ্য নিরাপত্তা বিষয়ে নিয়মিত প্রচার চালাতে হবে। নিরাপদ খাদ্য নিশ্চিত করা মানে ভবিষ্যৎ প্রজন্মের স্বাস্থ্য রক্ষা করা। খাদ্য নিরাপত্তার বিষয়টি যত বেশি গুরুত্ব পাবে, ক্যানসারের মতো রোগের ঝুঁকি তত কমানো সম্ভব হবে। <box>742 2065 1092 2151</box>
diabetes-headline <box>1115 1285 1441 1341</box>
diabetes-list-item-text: বিভ্রান্তি বা অস্বাভাবিক আচরণ <box>1133 1885 1235 1896</box>
diabetes-headline-line1: তীব্র গরম আবহাওয়ায় ডায়াবেটিস <box>1141 1287 1415 1311</box>
mouth-column-3 <box>402 604 567 934</box>
diabetes-list-item-text: অতিরিক্ত তৃষ্ণা <box>1133 1834 1185 1845</box>
diabetes-list-item-text: ইনসুলিন সরাসরি রোদে বা অতিরিক্ত গরমে রাখবেন না। <box>1133 1573 1321 1584</box>
glucometer-photo <box>1108 948 1448 1260</box>
diabetes-sections <box>1121 1433 1437 1910</box>
diabetes-list-item-text: ব্যবহৃত ইনসুলিনও অতিরিক্ত তাপ থেকে দূরে রাখুন। <box>1133 1599 1309 1610</box>
diabetes-section-heading: ৬. ব্যায়ামের সময় পরিবর্তন করুন <box>1121 1719 1235 1730</box>
bullet-icon: ● <box>1121 1497 1128 1507</box>
diabetes-closing: মোদ্দা কথা "গরমে পানি পান করুন, রক্তে শর্করা নিয়মিত পরীক্ষা করুন, ইনসুলিন সঠিকভাবে সংরক্ষণ করুন এবং হিট-স্ট্রোকের লক্ষণ সম্পর্কে সচেতন থাকুন। ডায়াবেটিস নিয়ন্ত্রণে রেখেই তীব্র গরমের মোকাবিলা করা সম্ভব।" <box>1121 1917 1437 1953</box>
